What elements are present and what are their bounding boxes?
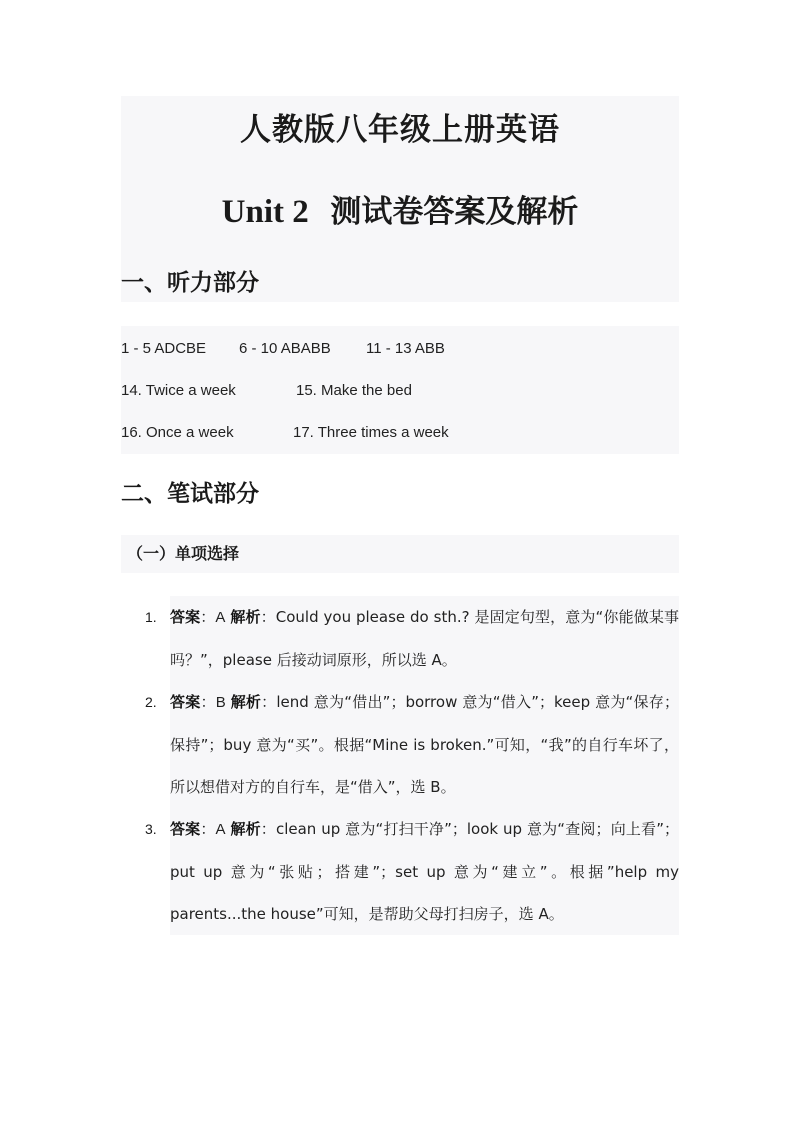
analysis-label: 解析 [230, 693, 262, 711]
subtitle-unit: Unit 2 [221, 194, 309, 230]
document-subtitle [121, 190, 679, 234]
answer-label: 答案 [170, 608, 201, 626]
answer-item: 16. Once a week [121, 424, 234, 441]
question-number: 1. [145, 609, 157, 625]
answer-label: 答案 [170, 820, 201, 838]
answer-row [121, 418, 679, 448]
answer-item: 6 - 10 ABABB [239, 340, 331, 357]
document-title: 人教版八年级上册英语 [240, 112, 560, 148]
question-number: 3. [145, 821, 157, 837]
answer-item: 17. Three times a week [293, 424, 449, 441]
question-list [121, 596, 679, 935]
explanation-text: lend 意为“借出”；borrow 意为“借入”；keep 意为“保存；保持”；buy 意为“买”。根据“Mine is broken.”可知，“我”的自行车坏了，所以想借对方的自行车，是“借入”，选 B。 [170, 693, 679, 796]
subsection-heading [121, 535, 679, 573]
answer-row [121, 376, 679, 406]
answer-letter: B [215, 694, 226, 711]
answer-row [121, 334, 679, 364]
subtitle-text: 测试卷答案及解析 [330, 194, 579, 230]
section-heading-written: 二、笔试部分 [121, 481, 259, 507]
list-item [121, 808, 679, 935]
question-number: 2. [145, 694, 157, 710]
explanation-text: Could you please do sth.? 是固定句型，意为“你能做某事吗？”，please 后接动词原形，所以选 A。 [170, 608, 679, 669]
question-explanation: 答案：A 解析：clean up 意为“打扫干净”；look up 意为“查阅；向上看”；put up 意为“张贴；搭建”；set up 意为“建立”。根据”help my parents...the house”可知，是帮助父母打扫房子，选 A。 [170, 808, 679, 935]
question-explanation: 答案：B 解析：lend 意为“借出”；borrow 意为“借入”；keep 意为“保存；保持”；buy 意为“买”。根据“Mine is broken.”可知，“我”的自行车坏了，所以想借对方的自行车，是“借入”，选 B。 [170, 681, 679, 808]
answer-letter: A [215, 609, 226, 626]
subsection-heading-text: （一）单项选择 [127, 544, 240, 563]
explanation-text: clean up 意为“打扫干净”；look up 意为“查阅；向上看”；put up 意为“张贴；搭建”；set up 意为“建立”。根据”help my parents...the house”可知，是帮助父母打扫房子，选 A。 [170, 820, 679, 923]
question-explanation: 答案：A 解析：Could you please do sth.? 是固定句型，意为“你能做某事吗？”，please 后接动词原形，所以选 A。 [170, 596, 679, 681]
answer-item: 11 - 13 ABB [366, 340, 445, 357]
answer-item: 15. Make the bed [296, 382, 412, 399]
analysis-label: 解析 [230, 608, 261, 626]
answer-letter: A [215, 821, 226, 838]
list-item [121, 681, 679, 808]
answer-label: 答案 [170, 693, 201, 711]
answer-item: 14. Twice a week [121, 382, 236, 399]
analysis-label: 解析 [230, 820, 261, 838]
answer-item: 1 - 5 ADCBE [121, 340, 207, 357]
list-item [121, 596, 679, 681]
section-heading-listening: 一、听力部分 [121, 270, 259, 296]
